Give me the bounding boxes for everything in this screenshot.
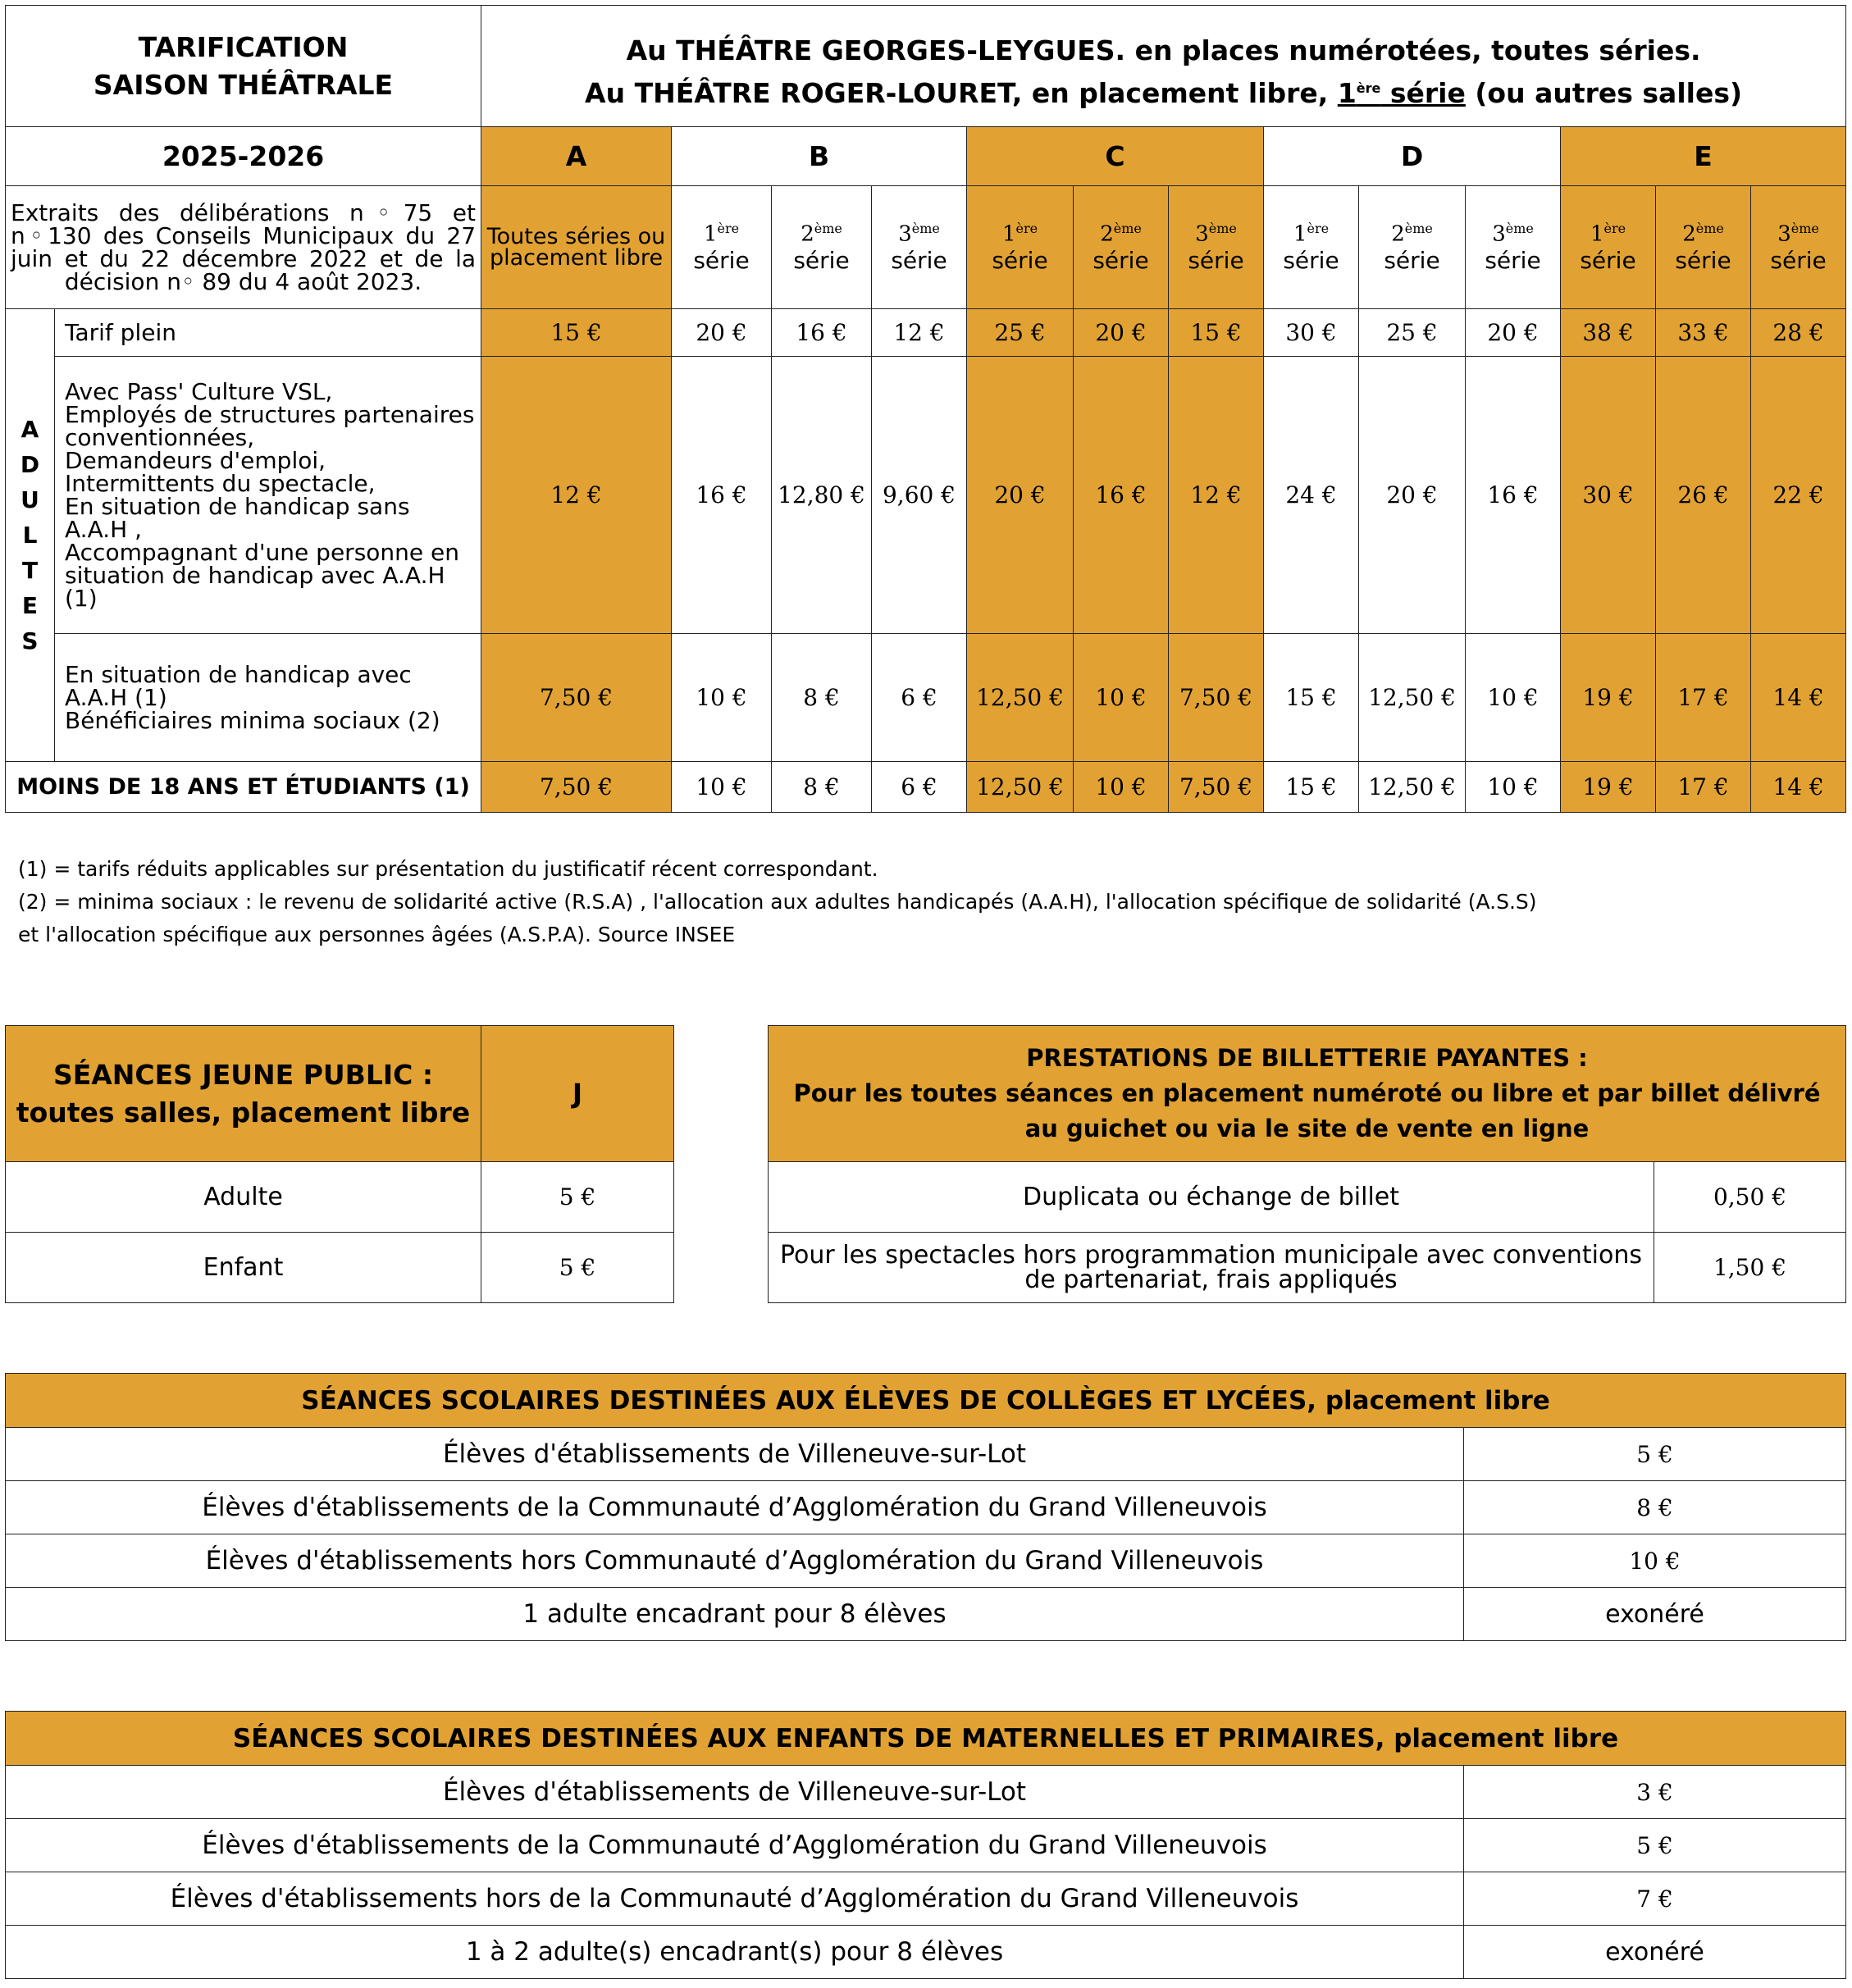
jeune-public-col: J (481, 1026, 674, 1162)
price-cell: 25 € (1359, 309, 1466, 357)
price-cell: 19 € (1561, 762, 1656, 813)
billetterie-value: 1,50 € (1654, 1233, 1846, 1303)
maternelles-label: Élèves d'établissements de la Communauté d’Agglomération du Grand Villeneuvois (6, 1819, 1464, 1872)
price-cell: 6 € (872, 634, 967, 762)
price-cell: 14 € (1751, 762, 1846, 813)
billetterie-value: 0,50 € (1654, 1162, 1846, 1233)
adults-letter: L (22, 522, 38, 549)
price-cell: 30 € (1561, 357, 1656, 634)
price-cell: 12 € (481, 357, 672, 634)
price-cell: 12,80 € (772, 357, 872, 634)
price-cell: 20 € (1074, 309, 1169, 357)
price-cell: 28 € (1751, 309, 1846, 357)
series-header: 2ème série (1074, 186, 1169, 309)
jeune-public-value: 5 € (481, 1162, 674, 1233)
extract-text: Extraits des délibérations n◦75 et n◦130 des Conseils Municipaux du 27 juin et du 22 décembre 2022 et de la décision n◦ 89 du 4 août 2023. (6, 186, 481, 309)
label-line: Intermittents du spectacle, (65, 469, 376, 497)
price-cell: 7,50 € (481, 634, 672, 762)
price-cell: 12,50 € (967, 762, 1074, 813)
price-cell: 10 € (672, 762, 772, 813)
series-header: 3ème série (1466, 186, 1561, 309)
footnote-2a: (2) = minima sociaux : le revenu de solidarité active (R.S.A) , l'allocation aux adultes handicapés (A.A.H), l'allocation spécifique de solidarité (A.S.S) (18, 890, 1537, 914)
jeune-public-value: 5 € (481, 1233, 674, 1303)
price-cell: 20 € (672, 309, 772, 357)
footnotes (18, 853, 1537, 951)
footnote-2b: et l'allocation spécifique aux personnes âgées (A.S.P.A). Source INSEE (18, 923, 736, 946)
price-cell: 16 € (772, 309, 872, 357)
maternelles-label: 1 à 2 adulte(s) encadrant(s) pour 8 élèves (6, 1926, 1464, 1979)
price-cell: 20 € (1466, 309, 1561, 357)
series-header: 1ère série (1264, 186, 1359, 309)
price-cell: 16 € (672, 357, 772, 634)
title-line1: TARIFICATION (138, 30, 349, 63)
price-cell: 6 € (872, 762, 967, 813)
maternelles-value: 5 € (1464, 1819, 1846, 1872)
maternelles-value: 3 € (1464, 1766, 1846, 1819)
tarif-plein-row (6, 309, 1846, 357)
price-cell: 16 € (1074, 357, 1169, 634)
price-cell: 12,50 € (1359, 762, 1466, 813)
price-cell: 15 € (481, 309, 672, 357)
billetterie-table (768, 1025, 1846, 1303)
billetterie-title: PRESTATIONS DE BILLETTERIE PAYANTES : Pour les toutes séances en placement numéroté ou libre et par billet délivré au guichet ou via le site de vente en ligne (769, 1026, 1846, 1162)
price-cell: 12,50 € (1359, 634, 1466, 762)
adults-letter: A (21, 416, 39, 443)
venues-line2: Au THÉÂTRE ROGER-LOURET, en placement libre, 1ère série (ou autres salles) (585, 77, 1743, 109)
jeune-public-label: Enfant (6, 1233, 481, 1303)
label-line: Accompagnant d'une personne en (65, 538, 460, 566)
youth-label: MOINS DE 18 ANS ET ÉTUDIANTS (1) (6, 762, 481, 813)
youth-row (6, 762, 1846, 813)
price-cell: 15 € (1264, 634, 1359, 762)
price-cell: 38 € (1561, 309, 1656, 357)
maternelles-label: Élèves d'établissements hors de la Communauté d’Agglomération du Grand Villeneuvois (6, 1872, 1464, 1926)
label-line: Avec Pass' Culture VSL, (65, 377, 333, 405)
maternelles-value: 7 € (1464, 1872, 1846, 1926)
price-cell: 24 € (1264, 357, 1359, 634)
price-cell: 26 € (1656, 357, 1751, 634)
price-cell: 7,50 € (1169, 634, 1264, 762)
price-cell: 12,50 € (967, 634, 1074, 762)
price-cell: 10 € (1466, 762, 1561, 813)
category-d: D (1264, 127, 1561, 186)
label-line: En situation de handicap sans (65, 492, 410, 520)
season-cell: 2025-2026 (6, 127, 481, 186)
price-cell: 19 € (1561, 634, 1656, 762)
label-line: A.A.H , (65, 515, 142, 543)
price-cell: 25 € (967, 309, 1074, 357)
adults-letter: D (20, 451, 40, 478)
price-cell: 16 € (1466, 357, 1561, 634)
price-cell: 12 € (1169, 357, 1264, 634)
series-header: 1ère série (1561, 186, 1656, 309)
label-line: Employés de structures partenaires (65, 400, 475, 428)
price-cell: 14 € (1751, 634, 1846, 762)
handicap-tarif-row (6, 634, 1846, 762)
footnote-1: (1) = tarifs réduits applicables sur présentation du justificatif récent correspondant. (18, 857, 878, 881)
colleges-value: 5 € (1464, 1428, 1846, 1481)
series-header-row (6, 186, 1846, 309)
label-line: Demandeurs d'emploi, (65, 446, 326, 474)
adults-letter: S (21, 627, 39, 654)
colleges-label: Élèves d'établissements hors Communauté d’Agglomération du Grand Villeneuvois (6, 1534, 1464, 1588)
category-a: A (481, 127, 672, 186)
maternelles-value: exonéré (1464, 1926, 1846, 1979)
price-cell: 15 € (1169, 309, 1264, 357)
series-header: 1ère série (672, 186, 772, 309)
series-header: 3ème série (1169, 186, 1264, 309)
colleges-value: 8 € (1464, 1481, 1846, 1534)
price-cell: 17 € (1656, 762, 1751, 813)
series-header: 2ème série (1359, 186, 1466, 309)
category-b: B (672, 127, 967, 186)
maternelles-title: SÉANCES SCOLAIRES DESTINÉES AUX ENFANTS DE MATERNELLES ET PRIMAIRES, placement libre (6, 1712, 1846, 1766)
price-cell: 7,50 € (481, 762, 672, 813)
price-cell: 20 € (967, 357, 1074, 634)
adults-letter: E (21, 592, 39, 619)
category-a-sub: Toutes séries ou placement libre (481, 186, 672, 309)
label-line: En situation de handicap avec (65, 660, 412, 688)
jeune-public-table (5, 1025, 674, 1303)
price-cell: 10 € (1074, 634, 1169, 762)
label-line: situation de handicap avec A.A.H (65, 561, 445, 589)
series-header: 1ère série (967, 186, 1074, 309)
price-cell: 10 € (1466, 634, 1561, 762)
price-cell: 17 € (1656, 634, 1751, 762)
billetterie-label: Pour les spectacles hors programmation municipale avec conventions de partenariat, frais appliqués (769, 1233, 1654, 1303)
price-cell: 10 € (1074, 762, 1169, 813)
label-line: (1) (65, 584, 98, 612)
title-line2: SAISON THÉÂTRALE (93, 68, 394, 101)
jeune-public-label: Adulte (6, 1162, 481, 1233)
colleges-title: SÉANCES SCOLAIRES DESTINÉES AUX ÉLÈVES DE COLLÈGES ET LYCÉES, placement libre (6, 1374, 1846, 1428)
price-cell: 15 € (1264, 762, 1359, 813)
price-cell: 22 € (1751, 357, 1846, 634)
maternelles-table (5, 1711, 1846, 1979)
price-cell: 7,50 € (1169, 762, 1264, 813)
venues-line1: Au THÉÂTRE GEORGES-LEYGUES. en places numérotées, toutes séries. (626, 34, 1701, 66)
row-label (55, 357, 481, 634)
colleges-label: Élèves d'établissements de Villeneuve-sur-Lot (6, 1428, 1464, 1481)
category-c: C (967, 127, 1264, 186)
reduced-tarif-row (6, 357, 1846, 634)
price-cell: 10 € (672, 634, 772, 762)
price-cell: 12 € (872, 309, 967, 357)
series-header: 2ème série (1656, 186, 1751, 309)
title-cell (6, 6, 481, 127)
colleges-value: exonéré (1464, 1588, 1846, 1641)
label-line: A.A.H (1) (65, 683, 167, 711)
jeune-public-title: SÉANCES JEUNE PUBLIC : toutes salles, placement libre (6, 1026, 481, 1162)
series-header: 3ème série (1751, 186, 1846, 309)
row-label (55, 634, 481, 762)
adults-letter: T (21, 557, 39, 584)
tariff-table (5, 5, 1846, 813)
colleges-label: Élèves d'établissements de la Communauté d’Agglomération du Grand Villeneuvois (6, 1481, 1464, 1534)
maternelles-label: Élèves d'établissements de Villeneuve-sur-Lot (6, 1766, 1464, 1819)
price-cell: 33 € (1656, 309, 1751, 357)
billetterie-label: Duplicata ou échange de billet (769, 1162, 1654, 1233)
price-cell: 8 € (772, 634, 872, 762)
series-header: 3ème série (872, 186, 967, 309)
adults-letter: U (21, 486, 39, 513)
price-cell: 30 € (1264, 309, 1359, 357)
label-line: Bénéficiaires minima sociaux (2) (65, 706, 440, 734)
price-cell: 20 € (1359, 357, 1466, 634)
row-label: Tarif plein (55, 309, 481, 357)
colleges-table (5, 1373, 1846, 1641)
venues-cell (481, 6, 1846, 127)
colleges-value: 10 € (1464, 1534, 1846, 1588)
category-e: E (1561, 127, 1846, 186)
label-line: conventionnées, (65, 423, 255, 451)
price-cell: 9,60 € (872, 357, 967, 634)
colleges-label: 1 adulte encadrant pour 8 élèves (6, 1588, 1464, 1641)
adults-label (6, 309, 55, 762)
series-header: 2ème série (772, 186, 872, 309)
price-cell: 8 € (772, 762, 872, 813)
